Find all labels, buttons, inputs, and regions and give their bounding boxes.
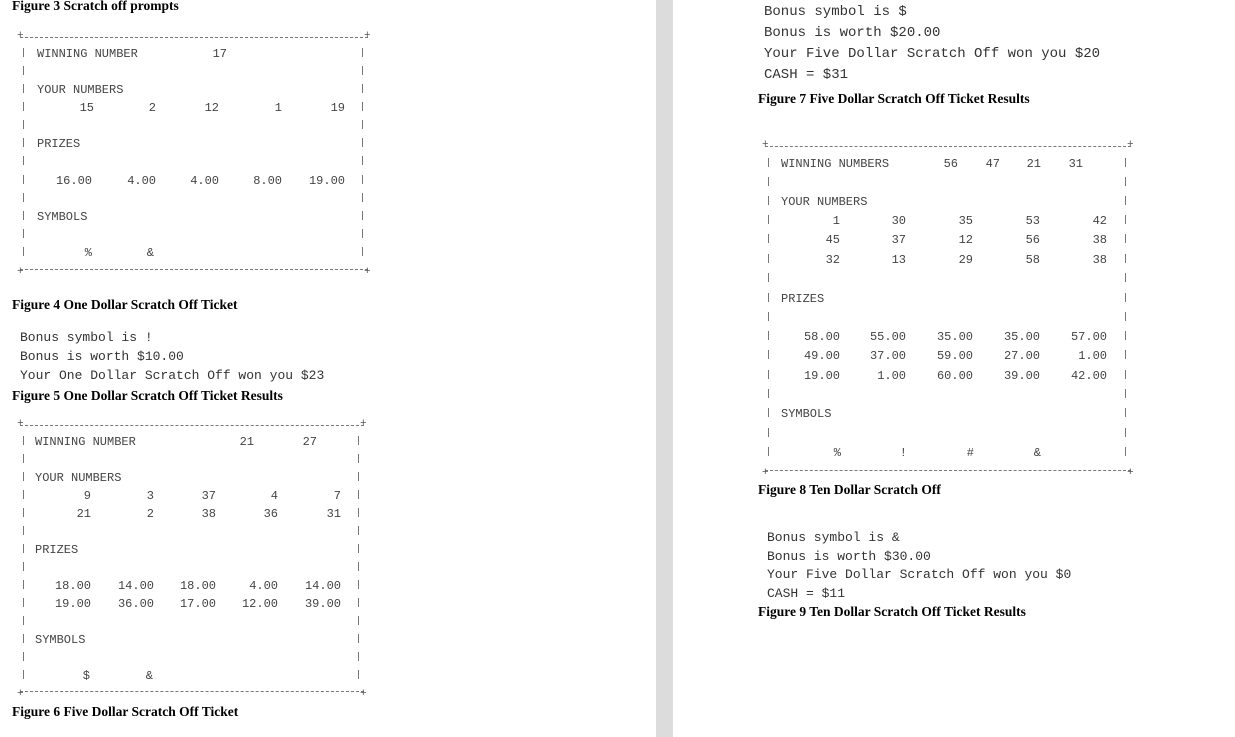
prize-value: 4.00 (249, 579, 278, 593)
ticket-top-border (20, 37, 368, 38)
ticket-left-bar (768, 234, 770, 243)
ticket-left-bar (23, 526, 25, 535)
your-numbers-label: YOUR NUMBERS (35, 471, 122, 485)
winning-number: 47 (985, 157, 1000, 171)
ticket-left-bar (23, 562, 25, 571)
your-number: 32 (825, 252, 840, 267)
your-number: 1 (832, 214, 840, 228)
symbol-value: & (145, 669, 153, 683)
ticket-right-bar (362, 156, 364, 165)
bonus-symbol-text: Bonus symbol is $ (764, 4, 907, 20)
winnings-text: Your Five Dollar Scratch Off won you $20 (764, 46, 1101, 62)
figure-caption: Figure 6 Five Dollar Scratch Off Ticket (12, 704, 239, 719)
ticket-left-bar (23, 544, 25, 553)
prize-value: 58.00 (803, 330, 840, 344)
ticket-left-bar (23, 120, 25, 129)
your-number: 13 (891, 252, 906, 267)
ticket-right-bar (1125, 234, 1127, 243)
symbols-label: SYMBOLS (781, 407, 832, 421)
ticket-right-bar (362, 193, 364, 202)
prizes-label: PRIZES (35, 543, 79, 557)
ticket-right-bar (358, 616, 360, 625)
ticket-bottom-border (765, 470, 1131, 471)
ticket-right-bar (362, 120, 364, 129)
figure-caption: Figure 7 Five Dollar Scratch Off Ticket Results (758, 91, 1030, 106)
figure-caption: Figure 5 One Dollar Scratch Off Ticket Results (12, 388, 283, 403)
prize-value: 14.00 (117, 579, 154, 593)
ticket-right-bar (358, 526, 360, 535)
prize-value: 8.00 (253, 174, 282, 188)
ticket-left-bar (23, 616, 25, 625)
your-number: 58 (1025, 252, 1040, 267)
ticket-right-bar (358, 634, 360, 643)
ticket-left-bar (23, 48, 25, 57)
your-number: 30 (891, 214, 906, 228)
ticket-left-bar (23, 598, 25, 607)
ticket-right-bar (358, 562, 360, 571)
prize-value: 35.00 (1003, 330, 1040, 344)
prize-value: 12.00 (241, 597, 278, 611)
ticket-left-bar (23, 66, 25, 75)
your-number: 42 (1092, 214, 1107, 228)
ticket-right-bar (1125, 293, 1127, 302)
symbol-value: ! (899, 446, 907, 460)
winning-numbers-label: WINNING NUMBER (35, 435, 136, 449)
ticket-corner: + (762, 139, 769, 151)
prize-value: 39.00 (304, 597, 341, 611)
ticket-top-border (765, 146, 1131, 147)
winning-number: 17 (212, 47, 227, 61)
ticket-left-bar (23, 193, 25, 202)
your-number: 15 (79, 101, 94, 115)
your-number: 3 (146, 489, 154, 503)
prize-value: 37.00 (869, 349, 906, 364)
prize-value: 36.00 (117, 597, 154, 611)
your-number: 38 (201, 507, 216, 521)
prize-value: 55.00 (869, 330, 906, 344)
ticket-right-bar (1125, 428, 1127, 437)
ticket-corner: + (1127, 139, 1134, 151)
five-dollar-ticket (17, 418, 367, 700)
prize-value: 59.00 (936, 349, 973, 364)
ticket-left-bar (23, 247, 25, 256)
ticket-bottom-border (20, 691, 364, 692)
ticket-left-bar (23, 138, 25, 147)
winnings-text: Your One Dollar Scratch Off won you $23 (20, 368, 325, 383)
winning-numbers-label: WINNING NUMBER (37, 47, 138, 61)
ticket-corner: + (364, 30, 371, 42)
ticket-left-bar (768, 428, 770, 437)
ticket-corner: + (17, 418, 24, 430)
prize-value: 19.00 (308, 174, 345, 188)
ticket-corner: + (17, 266, 24, 278)
ticket-left-bar (23, 454, 25, 463)
ticket-corner: + (360, 418, 367, 430)
figure-caption: Figure 3 Scratch off prompts (12, 0, 179, 13)
ticket-right-bar (1125, 158, 1127, 167)
ten-dollar-ticket (762, 139, 1134, 479)
your-number: 53 (1025, 214, 1040, 228)
your-number: 35 (958, 214, 973, 228)
ticket-right-bar (358, 598, 360, 607)
figure-caption: Figure 4 One Dollar Scratch Off Ticket (12, 297, 238, 312)
winning-number: 21 (239, 435, 254, 449)
your-numbers-label: YOUR NUMBERS (781, 195, 868, 209)
winning-number: 31 (1068, 157, 1083, 171)
your-number: 12 (204, 101, 219, 115)
symbol-value: % (84, 246, 92, 260)
winning-number: 56 (943, 157, 958, 171)
prize-value: 19.00 (803, 368, 840, 383)
ticket-left-bar (768, 273, 770, 282)
your-number: 7 (333, 489, 341, 503)
bonus-symbol-text: Bonus symbol is & (767, 530, 900, 545)
prize-value: 35.00 (936, 330, 973, 344)
ticket-right-bar (1125, 273, 1127, 282)
ticket-right-bar (362, 211, 364, 220)
ticket-corner: + (364, 266, 371, 278)
your-number: 37 (201, 489, 216, 503)
ticket-right-bar (358, 490, 360, 499)
ticket-bottom-border (20, 269, 368, 270)
ticket-left-bar (768, 196, 770, 205)
figure-caption: Figure 8 Ten Dollar Scratch Off (758, 482, 941, 497)
ticket-left-bar (23, 634, 25, 643)
prize-value: 17.00 (179, 597, 216, 611)
ticket-right-bar (358, 652, 360, 661)
your-number: 2 (148, 101, 156, 115)
your-number: 31 (326, 507, 341, 521)
bonus-worth-text: Bonus is worth $20.00 (764, 25, 941, 41)
ticket-right-bar (1125, 215, 1127, 224)
ticket-left-bar (23, 436, 25, 445)
ticket-top-border (20, 425, 364, 426)
symbol-value: # (966, 446, 974, 460)
prize-value: 49.00 (803, 349, 840, 364)
symbols-label: SYMBOLS (37, 210, 88, 224)
ticket-right-bar (362, 102, 364, 111)
prize-value: 18.00 (54, 579, 91, 593)
ticket-corner: + (762, 467, 769, 479)
ticket-left-bar (768, 370, 770, 379)
prizes-label: PRIZES (37, 137, 81, 151)
your-number: 12 (958, 233, 973, 248)
ticket-right-bar (1125, 254, 1127, 263)
bonus-worth-text: Bonus is worth $10.00 (20, 349, 184, 364)
ticket-right-bar (1125, 312, 1127, 321)
your-number: 29 (958, 252, 973, 267)
page-gutter (656, 0, 673, 737)
ticket-left-bar (768, 350, 770, 359)
ticket-right-bar (362, 175, 364, 184)
your-number: 4 (270, 489, 278, 503)
prize-value: 27.00 (1003, 349, 1040, 364)
your-number: 38 (1092, 252, 1107, 267)
ticket-corner: + (17, 688, 24, 700)
prize-value: 42.00 (1070, 368, 1107, 383)
ticket-left-bar (768, 158, 770, 167)
ticket-right-bar (1125, 447, 1127, 456)
ticket-right-bar (1125, 177, 1127, 186)
ticket-right-bar (362, 66, 364, 75)
ticket-left-bar (768, 293, 770, 302)
ticket-right-bar (1125, 196, 1127, 205)
prize-value: 60.00 (936, 368, 973, 383)
winning-number: 27 (302, 435, 317, 449)
ticket-corner: + (1127, 467, 1134, 479)
prize-value: 18.00 (179, 579, 216, 593)
cash-text: CASH = $11 (767, 586, 846, 601)
ticket-left-bar (23, 211, 25, 220)
symbol-value: % (833, 446, 841, 460)
your-number: 1 (274, 101, 282, 115)
ticket-left-bar (23, 670, 25, 679)
ticket-left-bar (768, 447, 770, 456)
ticket-left-bar (23, 229, 25, 238)
ticket-left-bar (23, 580, 25, 589)
your-number: 21 (76, 507, 91, 521)
your-number: 9 (83, 489, 91, 503)
symbols-label: SYMBOLS (35, 633, 86, 647)
prize-value: 1.00 (877, 368, 906, 383)
ticket-right-bar (362, 48, 364, 57)
ticket-right-bar (362, 138, 364, 147)
ticket-left-bar (768, 254, 770, 263)
winning-number: 21 (1026, 157, 1041, 171)
symbol-value: $ (82, 669, 90, 683)
ticket-right-bar (358, 454, 360, 463)
right-document-page (673, 0, 1235, 737)
one-dollar-ticket (17, 30, 371, 278)
ticket-left-bar (768, 389, 770, 398)
winning-numbers-label: WINNING NUMBERS (781, 157, 890, 171)
prize-value: 14.00 (304, 579, 341, 593)
ticket-right-bar (358, 436, 360, 445)
ticket-left-bar (23, 490, 25, 499)
ticket-right-bar (358, 580, 360, 589)
ticket-right-bar (1125, 370, 1127, 379)
bonus-worth-text: Bonus is worth $30.00 (767, 549, 931, 564)
prize-value: 19.00 (54, 597, 91, 611)
ticket-left-bar (768, 312, 770, 321)
your-number: 2 (146, 507, 154, 521)
your-number: 56 (1025, 233, 1040, 248)
ticket-right-bar (1125, 389, 1127, 398)
ticket-left-bar (768, 215, 770, 224)
ticket-left-bar (23, 472, 25, 481)
ticket-right-bar (1125, 350, 1127, 359)
prize-value: 1.00 (1078, 349, 1107, 364)
ticket-right-bar (358, 508, 360, 517)
ticket-left-bar (23, 156, 25, 165)
ticket-right-bar (362, 247, 364, 256)
prize-value: 16.00 (55, 174, 92, 188)
ticket-left-bar (768, 408, 770, 417)
prize-value: 39.00 (1003, 368, 1040, 383)
ticket-left-bar (23, 652, 25, 661)
cash-text: CASH = $31 (764, 67, 849, 83)
bonus-symbol-text: Bonus symbol is ! (20, 330, 153, 345)
your-number: 37 (891, 233, 906, 248)
figure-caption: Figure 9 Ten Dollar Scratch Off Ticket Results (758, 604, 1026, 619)
ticket-right-bar (358, 670, 360, 679)
ticket-left-bar (23, 175, 25, 184)
your-number: 38 (1092, 233, 1107, 248)
ticket-right-bar (1125, 331, 1127, 340)
ticket-corner: + (17, 30, 24, 42)
ticket-right-bar (362, 84, 364, 93)
your-number: 19 (330, 101, 345, 115)
ticket-left-bar (23, 508, 25, 517)
winnings-text: Your Five Dollar Scratch Off won you $0 (767, 567, 1072, 582)
symbol-value: & (146, 246, 154, 260)
ticket-right-bar (358, 544, 360, 553)
symbol-value: & (1033, 446, 1041, 460)
prizes-label: PRIZES (781, 292, 825, 306)
your-number: 36 (263, 507, 278, 521)
prize-value: 4.00 (190, 174, 219, 188)
prize-value: 57.00 (1070, 330, 1107, 344)
ticket-corner: + (360, 688, 367, 700)
ticket-right-bar (1125, 408, 1127, 417)
ticket-right-bar (362, 229, 364, 238)
your-numbers-label: YOUR NUMBERS (37, 83, 124, 97)
ticket-right-bar (358, 472, 360, 481)
ticket-left-bar (23, 84, 25, 93)
your-number: 45 (825, 233, 840, 248)
ticket-left-bar (768, 177, 770, 186)
ticket-left-bar (768, 331, 770, 340)
ticket-left-bar (23, 102, 25, 111)
prize-value: 4.00 (127, 174, 156, 188)
